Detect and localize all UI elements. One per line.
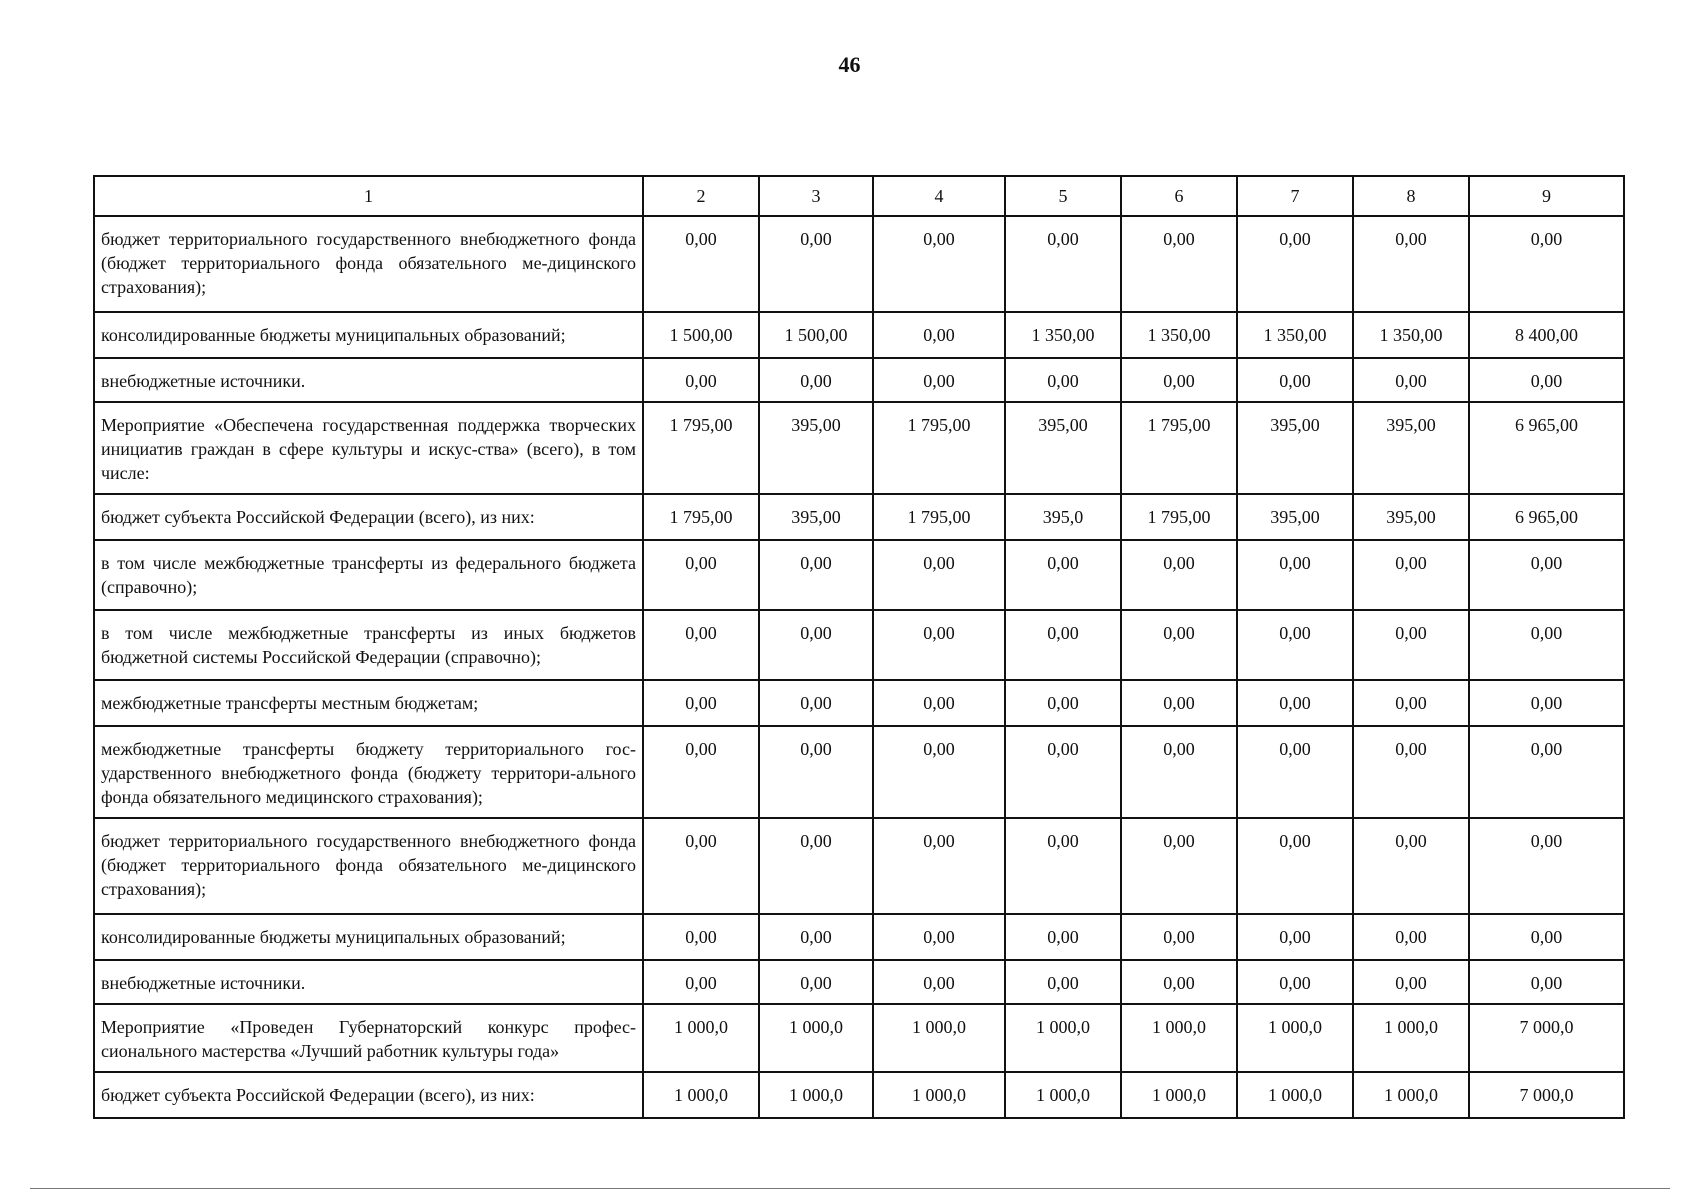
column-header: 2 — [643, 176, 759, 216]
value-cell: 0,00 — [1237, 680, 1353, 726]
table-row — [94, 726, 1624, 818]
value-cell: 0,00 — [1005, 358, 1121, 402]
value-cell: 0,00 — [1005, 818, 1121, 914]
value-cell: 0,00 — [873, 680, 1005, 726]
value-cell: 0,00 — [1005, 216, 1121, 312]
value-cell: 1 795,00 — [1121, 494, 1237, 540]
value-cell: 0,00 — [1121, 726, 1237, 818]
value-cell: 0,00 — [1237, 610, 1353, 680]
table-row — [94, 312, 1624, 358]
value-cell: 0,00 — [1121, 960, 1237, 1004]
value-cell: 0,00 — [759, 960, 873, 1004]
value-cell: 0,00 — [1353, 610, 1469, 680]
value-cell: 0,00 — [1121, 818, 1237, 914]
row-label: консолидированные бюджеты муниципальных образований; — [94, 914, 643, 960]
value-cell: 0,00 — [1237, 960, 1353, 1004]
row-label: консолидированные бюджеты муниципальных образований; — [94, 312, 643, 358]
value-cell: 0,00 — [1353, 726, 1469, 818]
value-cell: 395,00 — [759, 494, 873, 540]
value-cell: 0,00 — [1005, 726, 1121, 818]
value-cell: 0,00 — [1469, 540, 1624, 610]
value-cell: 0,00 — [643, 358, 759, 402]
table-row — [94, 358, 1624, 402]
value-cell: 0,00 — [1237, 914, 1353, 960]
value-cell: 0,00 — [1005, 540, 1121, 610]
value-cell: 0,00 — [1005, 610, 1121, 680]
column-header: 4 — [873, 176, 1005, 216]
value-cell: 1 000,0 — [643, 1004, 759, 1072]
table-row — [94, 402, 1624, 494]
value-cell: 1 000,0 — [1005, 1004, 1121, 1072]
value-cell: 0,00 — [643, 610, 759, 680]
row-label: бюджет территориального государственного внебюджетного фонда (бюджет территориального фонда обязательного ме-дицинского страхования); — [94, 216, 643, 312]
row-label: бюджет субъекта Российской Федерации (всего), из них: — [94, 494, 643, 540]
table-row — [94, 216, 1624, 312]
value-cell: 1 350,00 — [1353, 312, 1469, 358]
value-cell: 0,00 — [643, 680, 759, 726]
value-cell: 395,0 — [1005, 494, 1121, 540]
value-cell: 395,00 — [1005, 402, 1121, 494]
value-cell: 0,00 — [1237, 540, 1353, 610]
value-cell: 0,00 — [1005, 960, 1121, 1004]
table-row — [94, 540, 1624, 610]
value-cell: 0,00 — [1353, 680, 1469, 726]
value-cell: 0,00 — [1469, 726, 1624, 818]
value-cell: 1 000,0 — [1237, 1072, 1353, 1118]
value-cell: 1 795,00 — [873, 402, 1005, 494]
value-cell: 395,00 — [759, 402, 873, 494]
table-row — [94, 1072, 1624, 1118]
value-cell: 1 350,00 — [1005, 312, 1121, 358]
value-cell: 0,00 — [1121, 216, 1237, 312]
table-body — [94, 216, 1624, 1118]
table-row — [94, 494, 1624, 540]
column-header: 3 — [759, 176, 873, 216]
value-cell: 0,00 — [873, 216, 1005, 312]
value-cell: 0,00 — [1353, 818, 1469, 914]
value-cell: 0,00 — [1469, 960, 1624, 1004]
value-cell: 0,00 — [759, 818, 873, 914]
value-cell: 7 000,0 — [1469, 1072, 1624, 1118]
table-row — [94, 914, 1624, 960]
value-cell: 0,00 — [1353, 540, 1469, 610]
value-cell: 0,00 — [873, 960, 1005, 1004]
table-row — [94, 610, 1624, 680]
value-cell: 395,00 — [1353, 402, 1469, 494]
value-cell: 0,00 — [1237, 358, 1353, 402]
value-cell: 7 000,0 — [1469, 1004, 1624, 1072]
value-cell: 1 000,0 — [1005, 1072, 1121, 1118]
value-cell: 0,00 — [873, 914, 1005, 960]
value-cell: 0,00 — [1121, 914, 1237, 960]
value-cell: 395,00 — [1237, 494, 1353, 540]
table-row — [94, 680, 1624, 726]
value-cell: 0,00 — [1469, 358, 1624, 402]
value-cell: 0,00 — [1353, 216, 1469, 312]
column-header: 6 — [1121, 176, 1237, 216]
table-row — [94, 818, 1624, 914]
header-row — [94, 176, 1624, 216]
value-cell: 0,00 — [1353, 960, 1469, 1004]
value-cell: 0,00 — [643, 726, 759, 818]
value-cell: 0,00 — [873, 818, 1005, 914]
value-cell: 1 500,00 — [759, 312, 873, 358]
row-label: в том числе межбюджетные трансферты из иных бюджетов бюджетной системы Российской Федерации (справочно); — [94, 610, 643, 680]
value-cell: 1 350,00 — [1237, 312, 1353, 358]
value-cell: 0,00 — [759, 216, 873, 312]
row-label: межбюджетные трансферты местным бюджетам; — [94, 680, 643, 726]
footer-rule — [30, 1188, 1670, 1189]
value-cell: 0,00 — [1121, 358, 1237, 402]
value-cell: 1 500,00 — [643, 312, 759, 358]
value-cell: 6 965,00 — [1469, 402, 1624, 494]
row-label: в том числе межбюджетные трансферты из федерального бюджета (справочно); — [94, 540, 643, 610]
column-header: 9 — [1469, 176, 1624, 216]
table-row — [94, 960, 1624, 1004]
value-cell: 0,00 — [873, 358, 1005, 402]
row-label: межбюджетные трансферты бюджету территориального гос-ударственного внебюджетного фонда (бюджету территори-ального фонда обязательного медицинского страхования); — [94, 726, 643, 818]
value-cell: 0,00 — [643, 540, 759, 610]
value-cell: 0,00 — [643, 818, 759, 914]
row-label: внебюджетные источники. — [94, 960, 643, 1004]
row-label: бюджет территориального государственного внебюджетного фонда (бюджет территориального фонда обязательного ме-дицинского страхования); — [94, 818, 643, 914]
value-cell: 0,00 — [759, 610, 873, 680]
budget-table — [93, 175, 1625, 1119]
row-label: бюджет субъекта Российской Федерации (всего), из них: — [94, 1072, 643, 1118]
value-cell: 0,00 — [1121, 680, 1237, 726]
value-cell: 6 965,00 — [1469, 494, 1624, 540]
column-header: 1 — [94, 176, 643, 216]
value-cell: 1 000,0 — [759, 1072, 873, 1118]
value-cell: 0,00 — [1121, 540, 1237, 610]
value-cell: 0,00 — [643, 960, 759, 1004]
table-row — [94, 1004, 1624, 1072]
value-cell: 0,00 — [1237, 818, 1353, 914]
value-cell: 0,00 — [1469, 610, 1624, 680]
value-cell: 395,00 — [1237, 402, 1353, 494]
value-cell: 1 000,0 — [1353, 1072, 1469, 1118]
page-number: 46 — [838, 52, 861, 77]
value-cell: 1 795,00 — [643, 494, 759, 540]
value-cell: 0,00 — [643, 914, 759, 960]
value-cell: 0,00 — [1237, 726, 1353, 818]
value-cell: 1 000,0 — [1121, 1004, 1237, 1072]
row-label: внебюджетные источники. — [94, 358, 643, 402]
value-cell: 1 000,0 — [873, 1072, 1005, 1118]
value-cell: 0,00 — [1005, 914, 1121, 960]
value-cell: 8 400,00 — [1469, 312, 1624, 358]
row-label: Мероприятие «Проведен Губернаторский конкурс профес-сионального мастерства «Лучший работник культуры года» — [94, 1004, 643, 1072]
value-cell: 0,00 — [759, 726, 873, 818]
value-cell: 395,00 — [1353, 494, 1469, 540]
value-cell: 0,00 — [759, 680, 873, 726]
value-cell: 0,00 — [1121, 610, 1237, 680]
value-cell: 0,00 — [1353, 358, 1469, 402]
value-cell: 0,00 — [759, 358, 873, 402]
value-cell: 1 000,0 — [1121, 1072, 1237, 1118]
value-cell: 1 000,0 — [759, 1004, 873, 1072]
value-cell: 0,00 — [873, 312, 1005, 358]
value-cell: 1 795,00 — [643, 402, 759, 494]
value-cell: 0,00 — [873, 726, 1005, 818]
row-label: Мероприятие «Обеспечена государственная поддержка творческих инициатив граждан в сфере культуры и искус-ства» (всего), в том числе: — [94, 402, 643, 494]
value-cell: 0,00 — [1353, 914, 1469, 960]
value-cell: 1 000,0 — [1353, 1004, 1469, 1072]
value-cell: 0,00 — [1469, 914, 1624, 960]
value-cell: 0,00 — [759, 540, 873, 610]
column-header: 5 — [1005, 176, 1121, 216]
value-cell: 1 000,0 — [643, 1072, 759, 1118]
value-cell: 0,00 — [1469, 818, 1624, 914]
value-cell: 1 000,0 — [873, 1004, 1005, 1072]
value-cell: 1 795,00 — [873, 494, 1005, 540]
value-cell: 0,00 — [1237, 216, 1353, 312]
value-cell: 1 795,00 — [1121, 402, 1237, 494]
value-cell: 0,00 — [1469, 680, 1624, 726]
value-cell: 1 000,0 — [1237, 1004, 1353, 1072]
value-cell: 0,00 — [759, 914, 873, 960]
value-cell: 0,00 — [873, 610, 1005, 680]
value-cell: 0,00 — [873, 540, 1005, 610]
value-cell: 1 350,00 — [1121, 312, 1237, 358]
value-cell: 0,00 — [1469, 216, 1624, 312]
value-cell: 0,00 — [1005, 680, 1121, 726]
value-cell: 0,00 — [643, 216, 759, 312]
column-header: 7 — [1237, 176, 1353, 216]
column-header: 8 — [1353, 176, 1469, 216]
